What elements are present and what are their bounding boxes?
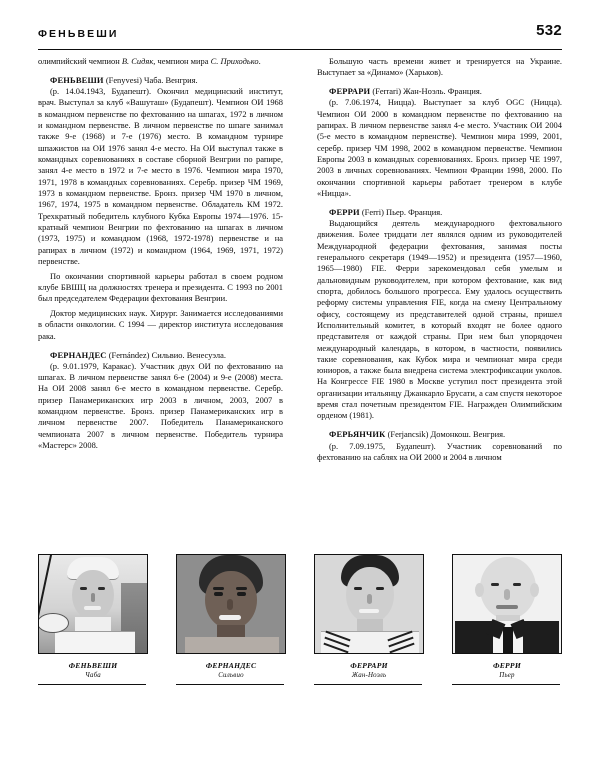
- entry-body-paragraph: (р. 9.01.1979, Каракас). Участник двух ОИ по фехтованию на шпагах. В личном первенстве занял 6-е (2004) и 9-е (2008) места. На ОИ 2008 занял 6-е место в командном первенстве. Серебр. призер Панамериканских игр 2003 в личном, 2003, 2007 в командном первенстве. Бронз. призер Панамериканских игр в личном первенстве 2007. Победитель Панамериканского чемпионата 2007 в личном первенстве. Победитель турнира «Мастерс» 2008.: [38, 360, 283, 450]
- transliteration: (Ferri): [361, 206, 384, 217]
- photo-caption-firstname: Сильвио: [218, 672, 244, 679]
- headword: ФЕНЬВЕШИ: [50, 74, 104, 85]
- portrait-photo-fenyvesi: [38, 554, 148, 654]
- caption-rule: [176, 684, 284, 685]
- photo-cell: [452, 554, 562, 704]
- country: Венесуэла.: [186, 349, 226, 360]
- running-head: [38, 22, 562, 50]
- entry-body-paragraph: Доктор медицинских наук. Хирург. Занимается исследованиями в области онкологии. С 1994 — директор института исследования рака.: [38, 308, 283, 341]
- continued-entry-tail-right: Большую часть времени живет и тренируется на Украине. Выступает за «Динамо» (Харьков).: [317, 56, 562, 78]
- headword: ФЕРНАНДЕС: [50, 349, 107, 360]
- entry-body-paragraph: Выдающийся деятель международного фехтовального движения. Более тридцати лет являлся одним из руководителей Международной федерации фехтования, занимая посты генерального секретаря (1949—1952) и президента (1957—1960, 1965—1980) FIE. Ферри зарекомендовал себя умелым и дальновидным руководителем, при котором фехтование, как вид спорта, добилось большого прогресса. Ему удалось осуществить реформу системы управления FIE, когда на смену Центральному офису, состоящему из представителей одной страны, пришел Исполнительный комитет, в который входят не более одного представителя от каждой страны. При нем был упорядочен международный календарь, в котором, в частности, появились такие соревнования, как Кубок мира и чемпионат мира среди юниоров, а также была внедрена система электрофиксации уколов. На Конгрессе FIE 1980 в Москве уступил пост президента этой организации итальянцу Джанкарло Брусати, а сам спустя некоторое время стал почетным президентом FIE. Награжден Олимпийским орденом (1981).: [317, 218, 562, 421]
- portrait-photo-fernandez: [176, 554, 286, 654]
- entry-headline-ferri: [317, 207, 562, 218]
- entry-headline-fenyvesi: [38, 75, 283, 86]
- entry-headline-ferrari: [317, 86, 562, 97]
- text-column-right: [317, 56, 562, 463]
- entry-headline-ferjancsik: [317, 429, 562, 440]
- given-name: Пьер.: [386, 206, 407, 217]
- transliteration: (Ferjancsik): [387, 429, 429, 440]
- portrait-photo-ferrari: [314, 554, 424, 654]
- photo-caption-firstname: Пьер: [499, 672, 515, 679]
- photo-caption: [452, 661, 562, 681]
- given-name: Жан-Ноэль.: [403, 86, 446, 97]
- given-name: Домонкош.: [430, 429, 471, 440]
- transliteration: (Fenyvesi): [105, 74, 142, 85]
- caption-rule: [314, 684, 422, 685]
- photo-caption-firstname: Жан-Ноэль: [351, 672, 387, 679]
- photo-caption-firstname: Чаба: [85, 672, 101, 679]
- photo-caption: [176, 661, 286, 681]
- entry-body-paragraph: По окончании спортивной карьеры работал в своем родном клубе БВШЦ на должностях тренера и президента. С 1993 по 2001 был председателем Федерации фехтования Венгрии.: [38, 270, 283, 304]
- photo-caption: [38, 661, 148, 681]
- headword: ФЕРРАРИ: [329, 86, 371, 97]
- page-number: 532: [536, 22, 562, 39]
- country: Венгрия.: [473, 429, 506, 440]
- entry-headline-fernandez: [38, 350, 283, 361]
- photo-caption-surname: ФЕРРИ: [493, 661, 521, 670]
- entry-body-paragraph: (р. 14.04.1943, Будапешт). Окончил медицинский институт, врач. Выступал за клуб «Вашуташ» (Будапешт). Чемпион ОИ 1968 в командном первенстве по фехтованию на шпагах, 1972 в личном и командном первенстве. В личном первенстве по шпаге занимал также 9-е (1968) и 7-е (1976) место. В командном турнире шпажистов на ОИ 1976 занял 4-е место. На ОИ выступал также в командных соревнованиях в составе сборной Венгрии по рапире, занял 4-е место в 1972 и 7-е место в 1976. Чемпион мира 1970, 1971, 1978 в командных соревнованиях. Серебр. призер ЧМ 1969, 1973 в командном первенстве. Бронз. призер ЧМ 1970 в личном, 1967, 1974, 1975 в командном первенстве. Обладатель КМ 1972. Трехкратный победитель клубного Кубка Европы 1974—1976. 15-кратный чемпион Венгрии по фехтованию на шпагах в личном (1973, 1975) и командном (1968, 1972-1978) первенстве и на рапирах в личном (1972) и командном (1964, 1969, 1971, 1972) первенстве.: [38, 86, 283, 266]
- country: Венгрия.: [165, 74, 198, 85]
- photo-caption: [314, 661, 424, 681]
- header-rule: [38, 49, 562, 50]
- headword: ФЕРРИ: [329, 206, 360, 217]
- photo-strip: [38, 554, 562, 704]
- caption-rule: [452, 684, 560, 685]
- photo-caption-surname: ФЕРНАНДЕС: [205, 661, 257, 670]
- photo-cell: [176, 554, 286, 704]
- given-name: Сильвио.: [151, 349, 185, 360]
- continued-entry-tail-left: олимпийский чемпион В. Сидяк, чемпион мира С. Приходько.: [38, 56, 261, 66]
- entry-body-paragraph: (р. 7.09.1975, Будапешт). Участник соревнований по фехтованию на саблях на ОИ 2000 и 2004 в личном: [317, 440, 562, 462]
- caption-rule: [38, 684, 146, 685]
- photo-caption-surname: ФЕНЬВЕШИ: [68, 661, 118, 670]
- running-head-title: ФЕНЬВЕШИ: [38, 28, 119, 40]
- transliteration: (Ferrari): [372, 86, 401, 97]
- transliteration: (Fernández): [108, 349, 150, 360]
- given-name: Чаба.: [144, 74, 164, 85]
- photo-caption-surname: ФЕРРАРИ: [350, 661, 388, 670]
- entry-body-paragraph: (р. 7.06.1974, Ницца). Выступает за клуб OGC (Ницца). Чемпион ОИ 2000 в командном первенстве по фехтованию на рапирах. В личном первенстве занял 4-е место. Участник ОИ 2004 (5-е место в командном первенстве). Чемпион мира 1999, 2001, серебр. призер ЧМ 1998, 2002 в командном первенстве. Чемпион Европы 2003 в командных соревнованиях. Бронз. призер ЧЕ 1997, 2003 в личных соревнованиях. Чемпион Франции 1998, 2000. По окончании спортивной карьеры работает тренером в клубе «Ницца».: [317, 97, 562, 198]
- headword: ФЕРЬЯНЧИК: [329, 429, 386, 440]
- photo-cell: [314, 554, 424, 704]
- photo-cell: [38, 554, 148, 704]
- country: Франция.: [408, 206, 443, 217]
- text-column-left: [38, 56, 283, 451]
- portrait-photo-ferri: [452, 554, 562, 654]
- country: Франция.: [447, 86, 482, 97]
